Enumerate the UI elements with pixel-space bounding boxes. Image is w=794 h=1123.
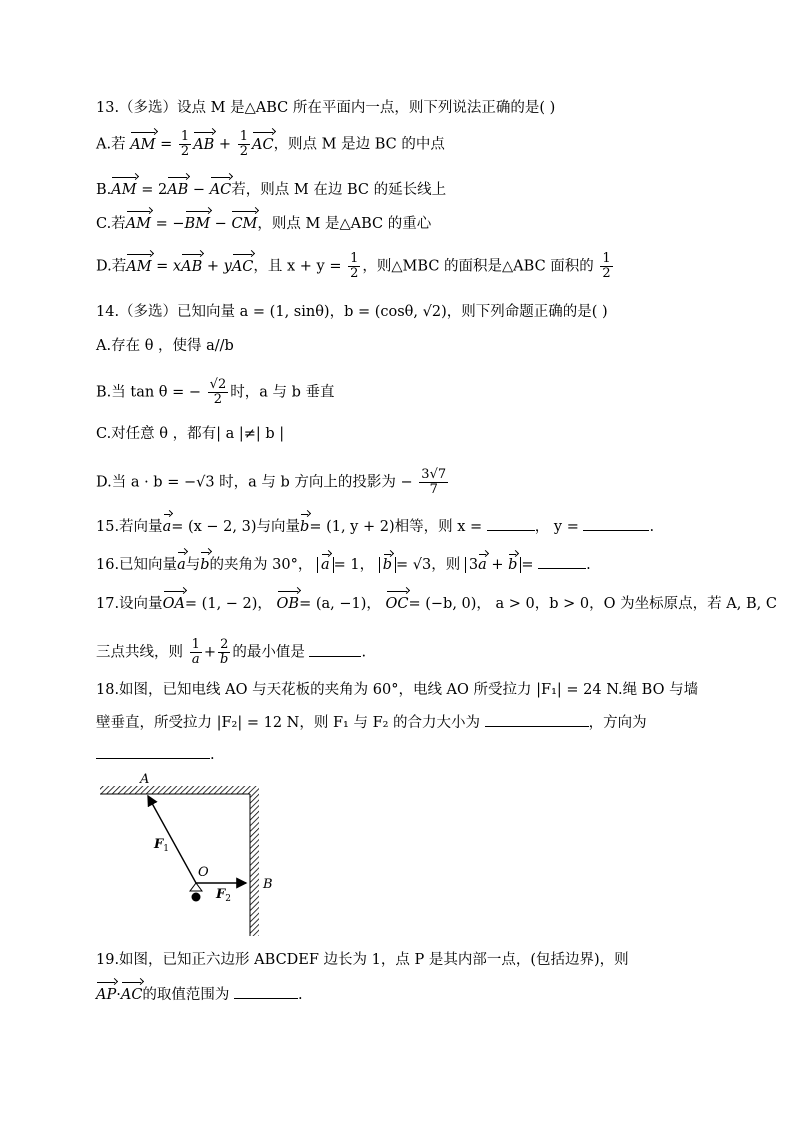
q14-option-b: B.当 tan θ = − $\frac{√2}{2}$ 时，a 与 b 垂直 [96,377,335,407]
q13-option-a: A.若 AM = $\frac{1}{2}$ AB + $\frac{1}{2}$ AC，则点 M 是边 BC 的中点 [96,129,445,159]
q13-stem: 13.（多选）设点 M 是△ABC 所在平面内一点，则下列说法正确的是( ) [96,100,556,116]
q16: 16.已知向量a与b的夹角为 30°， a = 1， b = √3，则 3a + b = . [96,554,591,575]
q17-line2: 三点共线，则 $\frac{1}{a}$ + $\frac{2}{b}$ 的最小值是 . [96,637,367,667]
q19-line1: 19.如图，已知正六边形 ABCDEF 边长为 1，点 P 是其内部一点，(包括边界)，则 [96,952,629,968]
q17-blank[interactable] [309,642,361,657]
q19-blank[interactable] [234,984,298,999]
q15-y-blank[interactable] [583,516,649,531]
label-B: B [263,877,273,892]
wall [250,786,259,936]
q14-option-c: C.对任意 θ ，都有| a |≠| b | [96,426,285,442]
q14-stem: 14.（多选）已知向量 a = (1, sinθ)，b = (cosθ, √2)，则下列命题正确的是( ) [96,304,608,320]
hanging-hook [190,883,202,891]
label-A: A [140,772,150,787]
q13-option-b: B.AM = 2AB − AC若，则点 M 在边 BC 的延长线上 [96,182,447,198]
q14-option-d: D.当 a · b = −√3 时，a 与 b 方向上的投影为 − $\frac{3√7}{7}$ [96,467,447,497]
q16-blank[interactable] [538,554,586,569]
q18-line1: 18.如图，已知电线 AO 与天花板的夹角为 60°，电线 AO 所受拉力 |F₁| = 24 N.绳 BO 与墙 [96,682,699,698]
q18-magnitude-blank[interactable] [485,712,589,727]
label-F2: $F_2$ [216,887,231,904]
q17-line1: 17.设向量OA= (1, − 2)， OB= (a, −1)， OC= (−b, 0)， a > 0，b > 0，O 为坐标原点，若 A, B, C [96,596,777,612]
ceiling [100,786,250,794]
q15-x-blank[interactable] [487,516,535,531]
label-F1: $F_1$ [154,837,169,854]
q15: 15.若向量a= (x − 2, 3)与向量b= (1, y + 2)相等，则 x = ， y = . [96,516,654,537]
hanging-weight [192,893,201,902]
q14-option-a: A.存在 θ ，使得 a//b [96,338,234,354]
q18-direction-blank[interactable] [96,744,210,759]
q18-line2: 壁垂直，所受拉力 |F₂| = 12 N，则 F₁ 与 F₂ 的合力大小为 ，方向为 [96,712,647,733]
q13-option-c: C.若AM = −BM − CM，则点 M 是△ABC 的重心 [96,216,432,232]
q18-line3: . [96,744,215,765]
q19-line2: AP·AC的取值范围为 . [96,984,303,1005]
q13-option-d: D.若AM = xAB + yAC，且 x + y = $\frac{1}{2}$ ，则△MBC 的面积是△ABC 面积的 $\frac{1}{2}$ [96,251,611,281]
label-O: O [198,865,209,880]
q18-force-diagram [96,770,286,940]
